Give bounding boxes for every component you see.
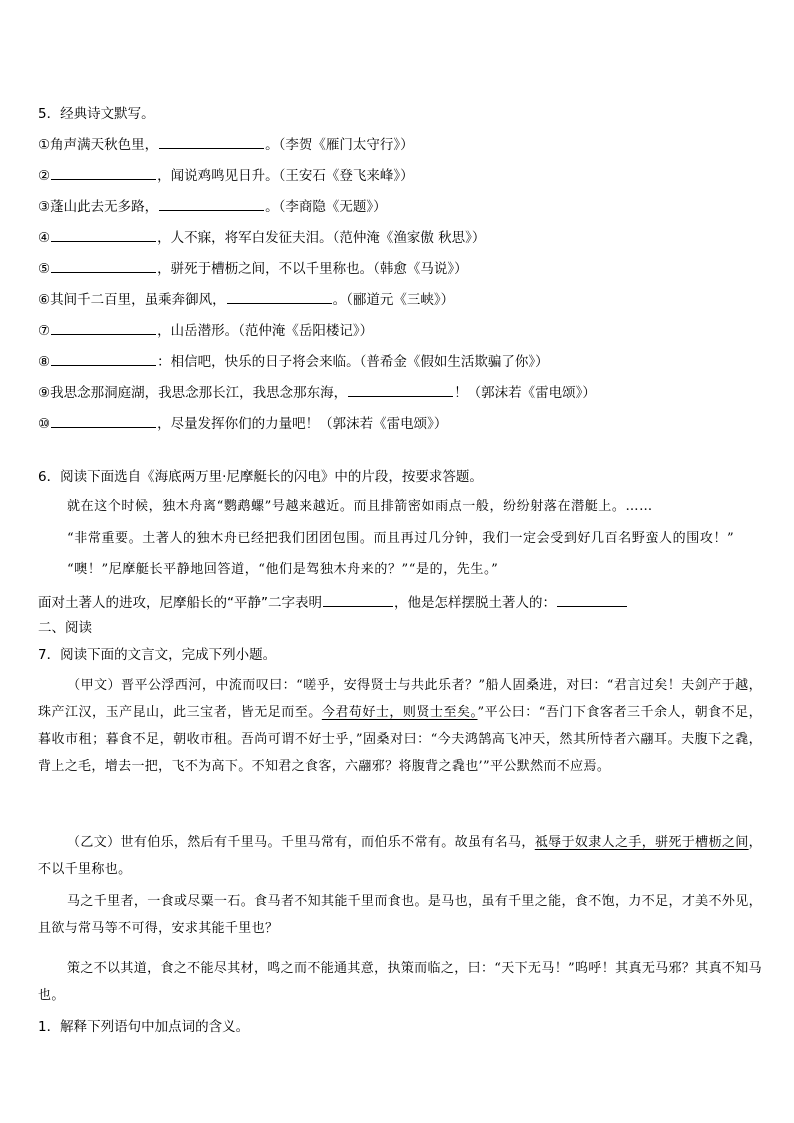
q5-item-2-pre: ② xyxy=(38,168,51,184)
question-7-title: 7．阅读下面的文言文，完成下列小题。 xyxy=(38,647,277,663)
answer-blank[interactable] xyxy=(51,258,156,273)
question-5-title: 5．经典诗文默写。 xyxy=(38,106,155,122)
answer-blank[interactable] xyxy=(557,592,627,607)
q5-item-3 xyxy=(38,196,762,217)
answer-blank[interactable] xyxy=(51,227,156,242)
q5-item-6 xyxy=(38,289,762,310)
q5-item-10-pre: ⑩ xyxy=(38,416,51,432)
q5-item-7-pre: ⑦ xyxy=(38,323,51,339)
section-heading-reading: 二、阅读 xyxy=(38,620,92,636)
q6-question xyxy=(38,592,762,613)
passage-yi-paragraph-3-text: 策之不以其道，食之不能尽其材，鸣之而不能通其意，执策而临之，曰：“天下无马！”呜呼！其真无马邪？其真不知马也。 xyxy=(38,961,762,1003)
q5-item-7-post: ，山岳潜形。（范仲淹《岳阳楼记》） xyxy=(157,323,374,339)
passage-yi-paragraph-2 xyxy=(38,888,762,942)
answer-blank[interactable] xyxy=(159,134,264,149)
answer-blank[interactable] xyxy=(159,196,264,211)
answer-blank[interactable] xyxy=(227,289,332,304)
q5-item-2 xyxy=(38,165,762,186)
q5-item-1 xyxy=(38,134,762,155)
q7-subquestion-1: 1．解释下列语句中加点词的含义。 xyxy=(38,1019,250,1035)
q5-item-9-pre: ⑨我思念那洞庭湖，我思念那长江，我思念那东海， xyxy=(38,385,348,401)
passage-yi-paragraph-3 xyxy=(38,955,762,1009)
passage-jia xyxy=(38,672,762,780)
q6-excerpt-paragraph-1: 就在这个时候，独木舟离“鹦鹉螺”号越来越近。而且排箭密如雨点一般，纷纷射落在潜艇上。…… xyxy=(67,499,653,514)
question-6-title: 6．阅读下面选自《海底两万里·尼摩艇长的闪电》中的片段，按要求答题。 xyxy=(38,469,483,485)
q6-excerpt-paragraph-2: “非常重要。土著人的独木舟已经把我们团团包围。而且再过几分钟，我们一定会受到好几百名野蛮人的围攻！” xyxy=(67,531,735,546)
q5-item-5 xyxy=(38,258,762,279)
q5-item-1-post: 。（李贺《雁门太守行》） xyxy=(265,137,414,153)
q5-item-4-pre: ④ xyxy=(38,230,51,246)
q5-item-9 xyxy=(38,382,762,403)
answer-blank[interactable] xyxy=(348,382,453,397)
q6-question-pre: 面对土著人的进攻，尼摩船长的“平静”二字表明 xyxy=(38,595,322,611)
passage-yi-underlined: 祗辱于奴隶人之手，骈死于槽枥之间 xyxy=(534,835,749,850)
q5-item-6-pre: ⑥其间千二百里，虽乘奔御风， xyxy=(38,292,226,308)
passage-yi-text-a: （乙文）世有伯乐，然后有千里马。千里马常有，而伯乐不常有。故虽有名马， xyxy=(67,835,535,850)
q5-item-8-pre: ⑧ xyxy=(38,354,51,370)
q6-excerpt-paragraph-3: “噢！”尼摩艇长平静地回答道，“他们是驾独木舟来的？”“是的，先生。” xyxy=(67,562,499,577)
answer-blank[interactable] xyxy=(51,320,156,335)
passage-yi-text-b: ，不以千里称也。 xyxy=(38,835,762,877)
q5-item-1-pre: ①角声满天秋色里， xyxy=(38,137,159,153)
q5-item-7 xyxy=(38,320,762,341)
q5-item-8 xyxy=(38,351,762,372)
q5-item-3-pre: ③蓬山此去无多路， xyxy=(38,199,159,215)
answer-blank[interactable] xyxy=(323,592,393,607)
q5-item-3-post: 。（李商隐《无题》） xyxy=(265,199,387,215)
answer-blank[interactable] xyxy=(51,165,156,180)
q5-item-5-post: ，骈死于槽枥之间，不以千里称也。（韩愈《马说》） xyxy=(157,261,468,277)
passage-yi xyxy=(38,829,762,883)
q5-item-5-pre: ⑤ xyxy=(38,261,51,277)
q5-item-6-post: 。（郦道元《三峡》） xyxy=(332,292,455,308)
passage-jia-underlined: 今君苟好士，则贤士至矣。 xyxy=(321,705,478,720)
q5-item-4 xyxy=(38,227,762,248)
q5-item-8-post: ：相信吧，快乐的日子将会来临。（普希金《假如生活欺骗了你》） xyxy=(157,354,549,370)
passage-yi-paragraph-2-text: 马之千里者，一食或尽粟一石。食马者不知其能千里而食也。是马也，虽有千里之能，食不饱，力不足，才美不外见，且欲与常马等不可得，安求其能千里也？ xyxy=(38,894,762,936)
answer-blank[interactable] xyxy=(51,413,156,428)
q5-item-10-post: ，尽量发挥你们的力量吧！（郭沫若《雷电颂》） xyxy=(157,416,448,432)
q5-item-10 xyxy=(38,413,762,434)
q5-item-2-post: ，闻说鸡鸣见日升。（王安石《登飞来峰》） xyxy=(157,168,414,184)
answer-blank[interactable] xyxy=(51,351,156,366)
q6-question-mid: ，他是怎样摆脱土著人的： xyxy=(394,595,556,611)
passage-jia-text-a: （甲文）晋平公浮西河，中流而叹曰：“嗟乎，安得贤士与共此乐者？”船人固桑进，对曰：“君言过矣！夫剑产于越，珠产江汉，玉产昆山，此三宝者，皆无足而至。 xyxy=(38,678,762,720)
q5-item-9-post: ！（郭沫若《雷电颂》） xyxy=(454,385,596,401)
q5-item-4-post: ，人不寐，将军白发征夫泪。（范仲淹《渔家傲 秋思》） xyxy=(157,230,486,246)
passage-jia-text-b: ”平公曰：“吾门下食客者三千余人，朝食不足，暮收市租；暮食不足，朝收市租。吾尚可谓不好士乎，”固桑对曰：“今夫鸿鹄高飞冲天，然其所恃者六翮耳。夫腹下之毳，背上之毛，增去一把，飞不为高下。不知君之食客，六翮邪？将腹背之毳也’”平公默然而不应焉。 xyxy=(38,705,762,774)
